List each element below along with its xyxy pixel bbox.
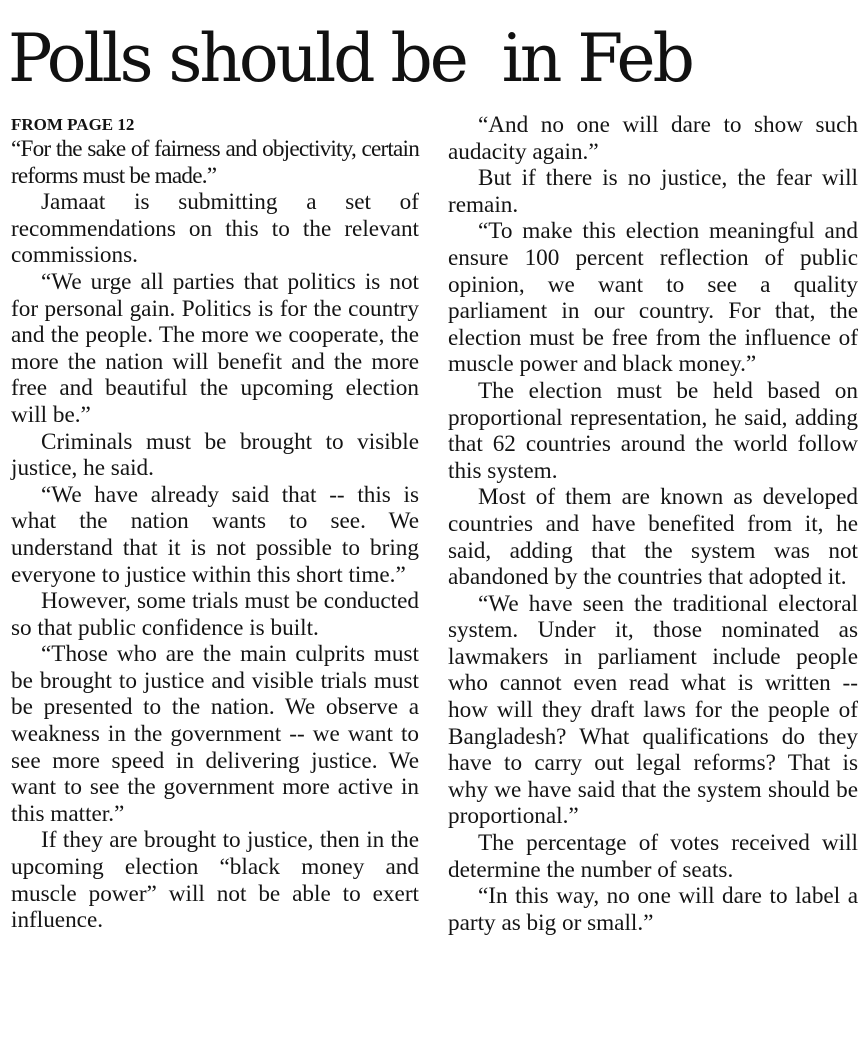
paragraph: “To make this election meaningful and ensure 100 percent reflection of public opinion, we want to see a quality parliament in our country. For that, the election must be free from the influence of muscle power and black money.” (448, 218, 858, 378)
paragraph: Most of them are known as developed countries and have benefited from it, he said, adding that the system was not abandoned by the countries that adopted it. (448, 484, 858, 591)
headline: Polls should be in Feb (8, 20, 692, 97)
paragraph: “And no one will dare to show such audacity again.” (448, 112, 858, 165)
paragraph: “We have already said that -- this is what the nation wants to see. We understand that it is not possible to bring everyone to justice within this short time.” (11, 481, 419, 588)
continuation-kicker: FROM PAGE 12 (11, 115, 135, 134)
paragraph: If they are brought to justice, then in the upcoming election “black money and muscle power” will not be able to exert influence. (11, 827, 419, 934)
paragraph: “For the sake of fairness and objectivity, certain reforms must be made.” (11, 136, 419, 189)
paragraph: The election must be held based on proportional representation, he said, adding that 62 countries around the world follow this system. (448, 377, 858, 484)
paragraph: Jamaat is submitting a set of recommendations on this to the relevant commissions. (11, 189, 419, 269)
article-column-left (11, 114, 419, 934)
paragraph: “Those who are the main culprits must be brought to justice and visible trials must be presented to the nation. We observe a weakness in the government -- we want to see more speed in delivering justice. We want to see the government more active in this matter.” (11, 641, 419, 827)
paragraph: “In this way, no one will dare to label a party as big or small.” (448, 883, 858, 936)
paragraph: The percentage of votes received will determine the number of seats. (448, 830, 858, 883)
paragraph: Criminals must be brought to visible justice, he said. (11, 428, 419, 482)
paragraph: However, some trials must be conducted so that public confidence is built. (11, 588, 419, 641)
paragraph: But if there is no justice, the fear will remain. (448, 165, 858, 218)
article-column-right (448, 112, 858, 936)
paragraph: “We have seen the traditional electoral system. Under it, those nominated as lawmakers in parliament include people who cannot even read what is written -- how will they draft laws for the people of Bangladesh? What qualifications do they have to carry out legal reforms? That is why we have said that the system should be proportional.” (448, 590, 858, 830)
paragraph: “We urge all parties that politics is not for personal gain. Politics is for the country and the people. The more we cooperate, the more the nation will benefit and the more free and beautiful the upcoming election will be.” (11, 268, 419, 428)
